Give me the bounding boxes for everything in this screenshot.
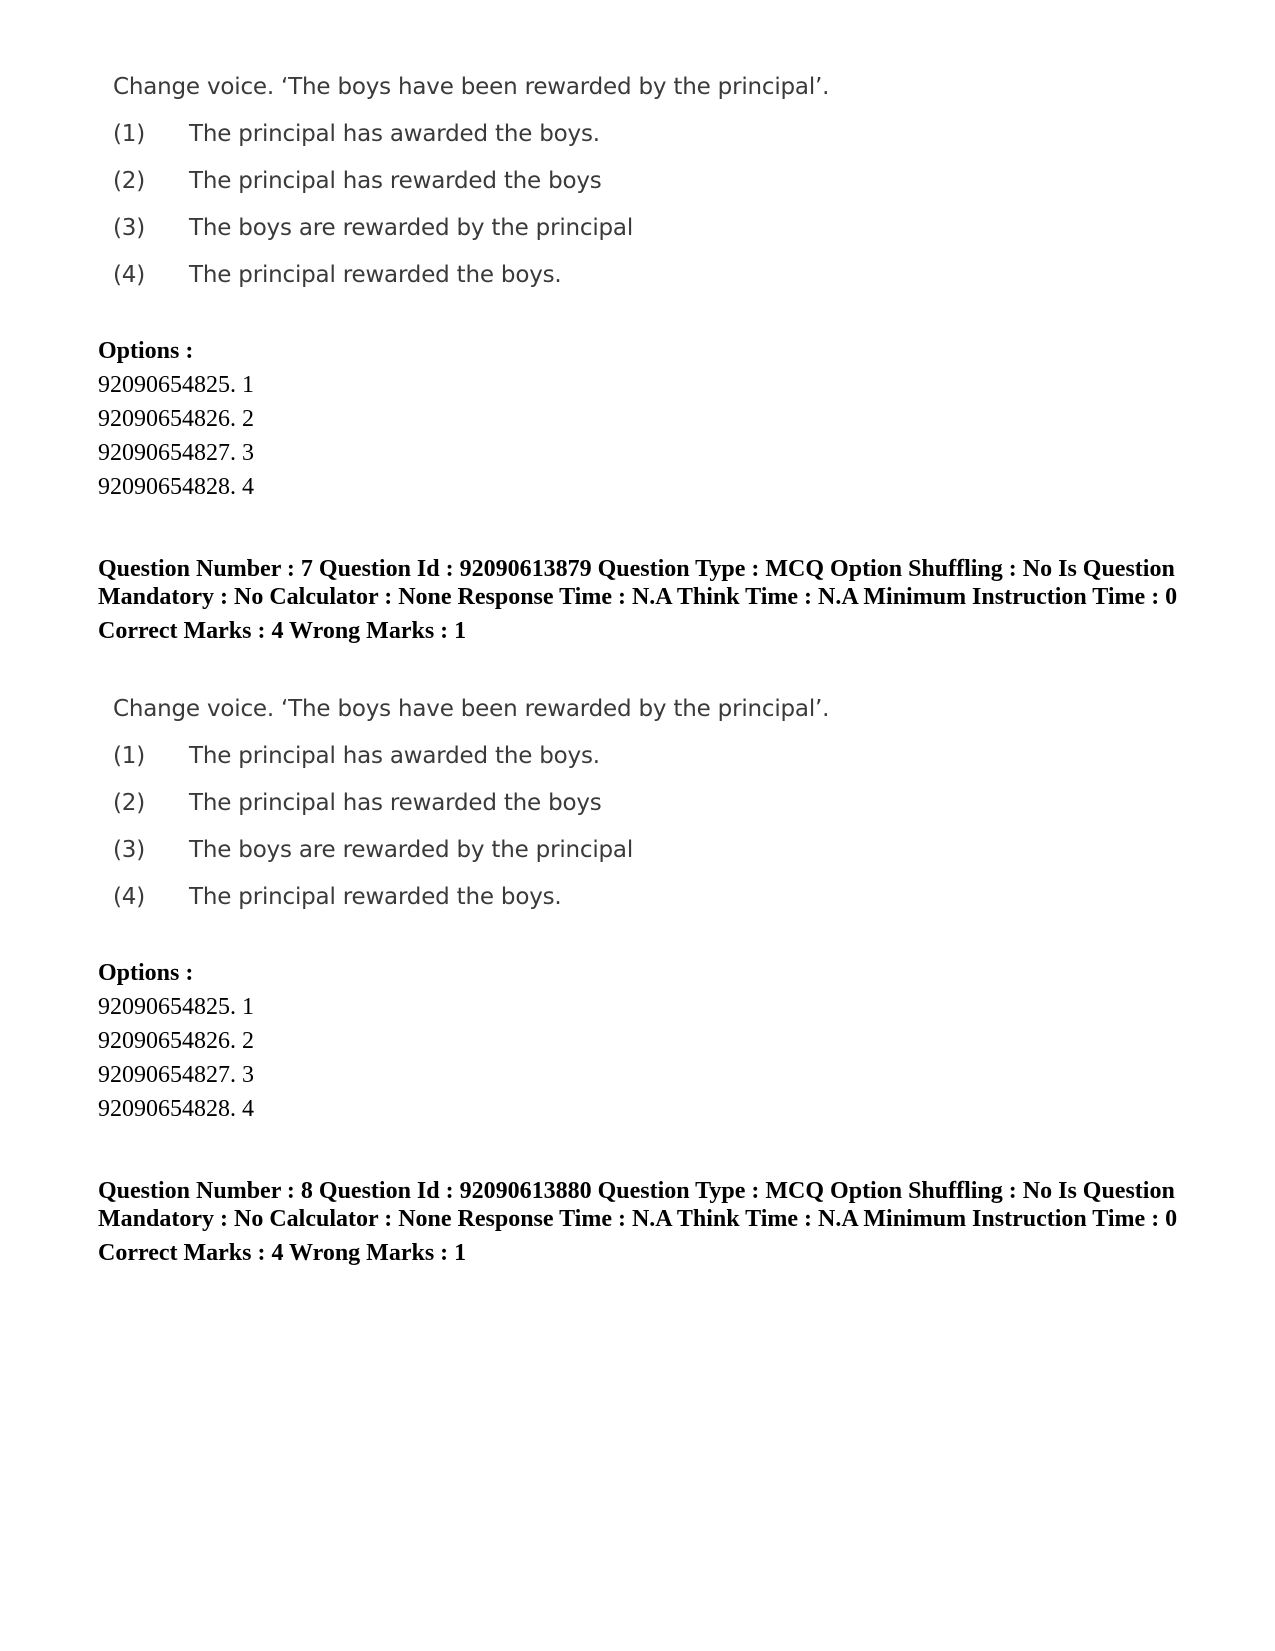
choice-number: (4) — [113, 262, 145, 288]
option-item: 92090654828. 4 — [98, 474, 254, 500]
choice-text: The principal rewarded the boys. — [189, 262, 562, 288]
choice-text: The principal has awarded the boys. — [189, 121, 600, 147]
question-image-1 — [113, 72, 1013, 290]
option-item: 92090654828. 4 — [98, 1096, 254, 1122]
option-item: 92090654826. 2 — [98, 1028, 254, 1054]
question-meta: Question Number : 7 Question Id : 92090613879 Question Type : MCQ Option Shuffling : No Is Question Mandatory : No Calculator : None Response Time : N.A Think Time : N.A Minimum Instruction Time : 0 — [98, 556, 1178, 610]
choice-row — [113, 119, 1013, 149]
question-meta: Question Number : 8 Question Id : 92090613880 Question Type : MCQ Option Shuffling : No Is Question Mandatory : No Calculator : None Response Time : N.A Think Time : N.A Minimum Instruction Time : 0 — [98, 1178, 1178, 1232]
choice-row — [113, 166, 1013, 196]
option-item: 92090654827. 3 — [98, 1062, 254, 1088]
question-marks: Correct Marks : 4 Wrong Marks : 1 — [98, 618, 467, 644]
choice-text: The principal has rewarded the boys — [189, 168, 602, 194]
choice-number: (3) — [113, 837, 145, 863]
choice-text: The boys are rewarded by the principal — [189, 215, 634, 241]
choice-row — [113, 260, 1013, 290]
choice-text: The principal rewarded the boys. — [189, 884, 562, 910]
choice-row — [113, 741, 1013, 771]
options-list-7 — [98, 956, 498, 1126]
option-item: 92090654825. 1 — [98, 994, 254, 1020]
choice-number: (1) — [113, 743, 145, 769]
choice-row — [113, 213, 1013, 243]
choice-text: The principal has rewarded the boys — [189, 790, 602, 816]
choice-number: (4) — [113, 884, 145, 910]
options-list-1 — [98, 334, 498, 504]
choice-row — [113, 882, 1013, 912]
choice-number: (1) — [113, 121, 145, 147]
question-image-7 — [113, 694, 1013, 912]
choice-number: (2) — [113, 168, 145, 194]
choice-row — [113, 835, 1013, 865]
choice-text: The principal has awarded the boys. — [189, 743, 600, 769]
choice-text: The boys are rewarded by the principal — [189, 837, 634, 863]
choice-number: (2) — [113, 790, 145, 816]
options-label: Options : — [98, 960, 194, 986]
question-stem: Change voice. ‘The boys have been rewarded by the principal’. — [113, 696, 830, 722]
question-header-8 — [98, 1177, 1188, 1267]
choice-row — [113, 788, 1013, 818]
question-header-7 — [98, 555, 1188, 645]
choice-number: (3) — [113, 215, 145, 241]
option-item: 92090654825. 1 — [98, 372, 254, 398]
question-marks: Correct Marks : 4 Wrong Marks : 1 — [98, 1240, 467, 1266]
question-stem: Change voice. ‘The boys have been rewarded by the principal’. — [113, 74, 830, 100]
option-item: 92090654826. 2 — [98, 406, 254, 432]
option-item: 92090654827. 3 — [98, 440, 254, 466]
options-label: Options : — [98, 338, 194, 364]
